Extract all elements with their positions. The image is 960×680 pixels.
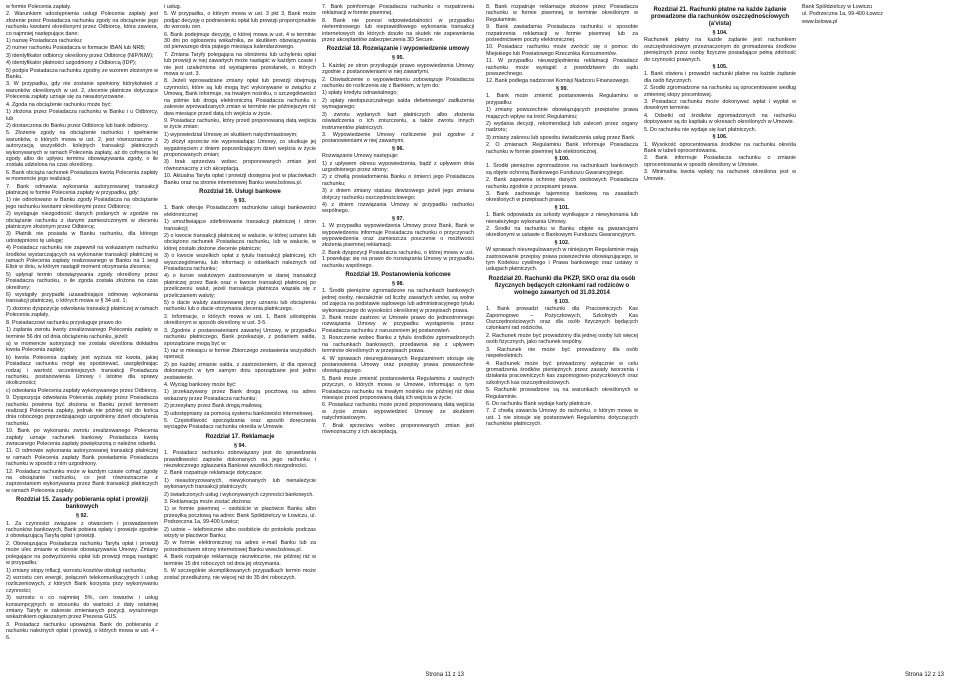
paragraph: 8. Bank nie ponosi odpowiedzialności w przypadku nieterminowego lub nieprawidłowego wykonania transakcji internetowych do których doszło na skutek nie zapewnienia przez akceptantów zabezpieczenia 3D Secure. [322, 17, 474, 44]
paragraph: 12. Bank podlega nadzorowi Komisji Nadzoru Finansowego. [486, 78, 630, 85]
paragraph: 12. Posiadacz rachunku może w każdym czasie cofnąć zgodę na obciążanie rachunku, co jest równoznaczne z zaprzestaniem wykonywania przez Bank transakcji płatniczych w ramach Polecenia zapłaty. [6, 468, 158, 494]
section-number: § 95. [392, 55, 404, 62]
paragraph: 10. Aktualna Taryfa opłat i prowizji dostępna jest w placówkach Banku oraz na stronie internetowej Banku www.bslowa.pl. [164, 173, 316, 186]
paragraph: 7) złożono dyspozycję odwołania transakcji płatniczej w ramach Polecenia zapłaty. [6, 305, 158, 319]
paragraph: 1. Wysokość oprocentowania środków na rachunku określa Bank w tabeli oprocentowania. [644, 141, 796, 154]
paragraph: 5. Do rachunku nie wydaje się kart płatniczych. [644, 126, 757, 133]
paragraph: 5) podpis Posiadacza rachunku zgodny ze wzorem złożonym w Banku. [6, 67, 158, 81]
paragraph: 8. Bank rozpatruje reklamacje złożone przez Posiadacza rachunku w formie pisemnej, w terminie określonym w Regulaminie. [486, 4, 638, 23]
paragraph: 7. Z chwilą zawarcia Umowy do rachunku, o którym mowa w ust. 1 nie stosuje się postanowień Regulaminu dotyczących rachunków płatniczych. [486, 408, 638, 428]
paragraph: 1) żądania zwrotu kwoty zrealizowanego Polecenia zapłaty w terminie 56 dni od dnia obciążenia rachunku, jeżeli: [6, 327, 158, 340]
paragraph: 1. Środki pieniężne zgromadzone na rachunkach bankowych są objęte ochroną Bankowego Funduszu Gwarancyjnego. [486, 163, 638, 176]
paragraph: 3) identyfikator odbiorcy określony przez Odbiorcę (NIP/NIW); [6, 52, 154, 59]
paragraph: 2) świadczonych usług i wykonywanych czynności bankowych. [164, 491, 314, 498]
paragraph: 1. Bank otwiera i prowadzi rachunki płatne na każde żądanie dla osób fizycznych. [644, 71, 796, 84]
paragraph: 9. Bank zawiadamia Posiadacza rachunku o sposobie rozpatrzenia reklamacji w formie pisemnej lub za pośrednictwem poczty elektronicznej. [486, 24, 638, 44]
paragraph: 1. Każdej ze stron przysługuje prawo wypowiedzenia Umowy zgodnie z postanowieniami w niej zawartymi. [322, 62, 474, 76]
paragraph: 2) dostarczona do Banku przez Odbiorcę lub bank odbiorcy. [6, 122, 149, 129]
paragraph: 2. Bank rozpatruje reklamacje dotyczące: [164, 470, 263, 477]
paragraph: 3) udostępniany za pomocą systemu bankowości internetowej. [164, 410, 314, 417]
paragraph: 5. W przypadku, o którym mowa w ust. 3 pkt 3, Bank może podjąć decyzję o podniesieniu opłat lub prowizji proporcjonalnie do wzrostu cen. [164, 11, 316, 31]
paragraph: 6. Bank obciąża rachunek Posiadacza kwotą Polecenia zapłaty w momencie jego realizacji. [6, 169, 158, 183]
paragraph: 4. Bank rozpatruje reklamację niezwłocznie, nie później niż w terminie 15 dni roboczych od dnia jej otrzymania. [164, 554, 316, 567]
paragraph: 7. Zmiana Taryfy polegająca na obniżeniu lub uchyleniu opłat lub prowizji w niej zawartych może nastąpić w każdym czasie i nie jest uzależniona od wystąpienia przesłanek, o których mowa w ust. 3. [164, 51, 316, 78]
section-number: § 101. [554, 204, 570, 211]
paragraph: b) kwota Polecenia zapłaty jest wyższa niż kwota, jakiej Posiadacz rachunku mógł się spodziewać, uwzględniając rodzaj i wartość wcześniejszych transakcji Posiadacza rachunku, postanowienia Umowy i istotne dla sprawy okoliczności; [6, 354, 158, 387]
paragraph: 1) złożona przez Posiadacza rachunku w Banku i u Odbiorcy, lub [6, 109, 158, 122]
paragraph: 2) przesyłany przez Bank drogą mailową; [164, 403, 263, 410]
paragraph: 2. Bank zapewnia ochronę danych osobowych Posiadacza rachunku zgodnie z przepisami prawa. [486, 177, 638, 190]
paragraph: 2) numer rachunku Posiadacza w formacie IBAN lub NRB; [6, 45, 146, 52]
paragraph: 3. Bank zachowuje tajemnicę bankową na zasadach określonych w przepisach prawa. [486, 190, 638, 204]
chapter-heading: Rozdział 17. Reklamacje [205, 433, 275, 440]
page-number-footer: Strona 11 z 13 [425, 672, 464, 678]
paragraph: 9. Dyspozycja odwołania Polecenia zapłaty przez Posiadacza rachunku powinna być złożona w Banku przed terminem realizacji Polecenia zapłaty, jednak nie później niż do końca dnia roboczego poprzedzającego uzgodniony dzień obciążenia rachunku. [6, 395, 158, 427]
paragraph: 1) zmiany powszechnie obowiązujących przepisów prawa mających wpływ na treść Regulaminu; [486, 107, 638, 120]
paragraph: 2) złożył sprzeciw nie wypowiadając Umowy, co skutkuje jej wygaśnięciem z dniem poprzedzającym dzień wejścia w życie proponowanych zmian; [164, 139, 316, 158]
paragraph: 4. Zgoda na obciążenie rachunku może być: [6, 101, 112, 108]
paragraph: 5) o dacie waluty zastosowanej przy uznaniu lub obciążeniu rachunku lub o dacie otrzymania zlecenia płatniczego. [164, 300, 316, 313]
section-number: § 93. [234, 197, 246, 204]
chapter-heading: Rozdział 15. Zasady pobierania opłat i prowizji bankowych [15, 497, 149, 511]
paragraph: 1. Bank może zmienić postanowienia Regulaminu w przypadku: [486, 93, 638, 106]
paragraph: 4. Odsetki od środków zgromadzonych na rachunku dopisywane są do kapitału w okresach określonych w Umowie. [644, 112, 796, 126]
paragraph: 1. Bank prowadzi rachunki dla Pracowniczych Kas Zapomogowo – Pożyczkowych, Szkolnych Kas Oszczędnościowych oraz dla osób fizycznych będących członkami rad rodziców. [486, 306, 638, 332]
paragraph: 3. W przypadku, gdy nie zostanie spełniony którykolwiek z warunków określonych w ust. 2, zlecenie płatnicze dotyczące Polecenia zapłaty uznaje się za nieautoryzowane. [6, 81, 158, 101]
paragraph: 2) z chwilą powiadomienia Banku o śmierci jego Posiadacza rachunku; [322, 174, 474, 187]
paragraph: w formie Polecenia zapłaty. [6, 4, 72, 10]
paragraph: 5. Częstotliwość sporządzania oraz sposób doręczania wyciągów Posiadacz rachunku określa w Umowie. [164, 417, 316, 431]
paragraph: 2) po każdej zmianie salda, z zastrzeżeniem, iż dla operacji dokonanych w tym samym dniu sporządzane jest jedno zestawienie. [164, 361, 316, 381]
paragraph: 5. Bank może zmienić postanowienia Regulaminu z ważnych przyczyn, o których mowa w Umowie, informując o tym Posiadacza rachunku na trwałym nośniku nie później niż dwa miesiące przed proponowaną datą ich wejścia w życie. [322, 375, 474, 401]
chapter-heading: Rozdział 18. Rozwiązanie i wypowiedzenie umowy [326, 46, 470, 53]
paragraph: c) odwołania Polecenia zapłaty wykonywanego przez Odbiorcę. [6, 387, 158, 394]
page-left-columns [6, 4, 474, 668]
page-right-column-1 [486, 4, 638, 668]
paragraph: 1) nazwę Posiadacza rachunku; [6, 38, 83, 45]
paragraph: 1) nieautoryzowanych, niewykonanych lub nienależycie wykonanych transakcji płatniczych; [164, 477, 316, 491]
paragraph: 7. Brak sprzeciwu wobec proponowanych zmian jest równoznaczny z ich akceptacją. [322, 422, 474, 435]
paragraph: 2. Rachunek może być prowadzony dla jednej osoby lub więcej osób fizycznych, jako rachunek wspólny. [486, 332, 638, 346]
paragraph: 3. Rachunek nie może być prowadzony dla osób niepełnoletnich. [486, 346, 638, 360]
section-number: § 99. [556, 85, 568, 92]
paragraph: 3) zwrotu wydanych kart płatniczych albo złożenia oświadczenia o ich zniszczeniu, a także zwrotu innych instrumentów płatniczych. [322, 111, 474, 131]
paragraph: www.bslowa.pl [802, 18, 838, 25]
paragraph: 3. Posiadacz rachunku może dokonywać wpłat i wypłat w dowolnym terminie. [644, 99, 796, 112]
paragraph: 10. Posiadacz rachunku może zwrócić się o pomoc do Miejskiego lub Powiatowego Rzecznika Konsumentów. [486, 44, 638, 57]
paragraph: 1) spłaty kredytu odnawialnego; [322, 90, 398, 97]
paragraph: 9. Posiadacz rachunku, który przed proponowaną datą wejścia w życie zmian: [164, 117, 316, 131]
chapter-heading: Rozdział 16. Usługi bankowe [199, 188, 281, 195]
paragraph: 3) z dniem zmiany statusu dewizowego jeżeli jego zmiana dotyczy rachunku oszczędnościowego; [322, 188, 474, 201]
page-right-column-2 [644, 4, 796, 668]
paragraph: 1) zmiany stopy inflacji, wzrostu kosztów obsługi rachunku; [6, 567, 147, 574]
paragraph: 5. W szczególnie skomplikowanych przypadkach termin może zostać przedłużony, nie więcej niż do 35 dni roboczych. [164, 568, 316, 581]
paragraph: 6) wystąpiły przypadki uzasadniające odmowę wykonania transakcji płatniczej, o których mowa w § 34 ust. 1; [6, 292, 158, 305]
paragraph: a) w momencie autoryzacji nie została określona dokładna kwota Polecenia zapłaty; [6, 340, 158, 354]
paragraph: 2. Bank dyspozycji Posiadacza rachunku, o której mowa w ust. 1 powołując się na prawo do rozwiązania Umowy w przypadku rachunku wspólnego. [322, 249, 474, 269]
section-number: § 98. [392, 281, 404, 288]
paragraph: 3) Płatnik nie posiada w Banku rachunku, dla którego udostępniono tę usługę; [6, 231, 158, 244]
paragraph: 3. Wypowiedzenie Umowy rozliczenie jest zgodne z postanowieniami w niej zawartymi. [322, 131, 474, 145]
paragraph: 3) o kwocie wszelkich opłat z tytułu transakcji płatniczej, ich wyszczególnieniu, lub informacji o odsetkach należnych od Posiadacza rachunku; [164, 253, 316, 273]
section-number: § 106. [712, 134, 728, 141]
paragraph: 4. Wyciąg bankowy może być: [164, 381, 237, 388]
page-right [480, 0, 960, 680]
paragraph: 6. Posiadacz rachunku może przed proponowaną datą wejścia w życie zmian wypowiedzieć Umowę ze skutkiem natychmiastowym. [322, 402, 474, 422]
paragraph: 4) z dniem rozwiązania Umowy w przypadku rachunku wspólnego. [322, 201, 474, 215]
paragraph: 1. Za czynności związane z otwarciem i prowadzeniem rachunków bankowych, Bank pobiera opłaty i prowizje zgodnie z obowiązującą Taryfą opłat i prowizji. [6, 520, 158, 540]
paragraph: 3) brak sprzeciwu wobec proponowanych zmian jest równoznaczny z ich akceptacją. [164, 159, 316, 172]
paragraph: 1) wypowiedział Umowę ze skutkiem natychmiastowym; [164, 131, 298, 138]
chapter-heading: Rozdział 21. Rachunki płatne na każde żądanie prowadzone dla rachunków oszczędnościowych (a'vista) [650, 7, 790, 27]
paragraph: 5. Złożenie zgody na obciążenie rachunku i spełnienie warunków, o których mowa w ust. 2, jest równoznaczne z autoryzacją wszystkich kolejnych transakcji płatniczych wykonywanych w ramach Polecenia zapłaty, aż do cofnięcia tej zgody albo do upływu terminu obowiązywania zgody, o ile została udzielona na czas określony. [6, 130, 158, 169]
paragraph: 7. Bank odmawia wykonania autoryzowanej transakcji płatniczej w formie Polecenia zapłaty w przypadku, gdy: [6, 183, 158, 196]
section-number: § 100. [554, 155, 570, 162]
paragraph: 1) przekazywany przez Bank drogą pocztową na adres wskazany przez Posiadacza rachunku; [164, 389, 316, 402]
paragraph: 3) wzrostu o co najmniej 5%, cen towarów i usług konsumpcyjnych w stosunku do wartości z daty ostatniej zmiany Taryfy w zakresie zmienianych pozycji, wyrażonego wskaźnikiem ogłaszanym przez Prezesa GUS. [6, 595, 158, 621]
paragraph: 4) Posiadacz rachunku nie zapewnił na wskazanym rachunku środków wystarczających na wykonanie transakcji płatniczej w ramach Polecenia zapłaty realizowanego w Banku na 1 sesji Elixir w dniu, w którym nastąpił moment otrzymania zlecenia; [6, 245, 158, 271]
paragraph: 3. Reklamacja może zostać złożona: [164, 499, 252, 506]
section-number: § 105. [712, 64, 728, 71]
paragraph: 6. Bank podejmuje decyzję, o której mowa w ust. 4 w terminie 30 dni po ogłoszeniu wskaźnika, ze skutkiem obowiązywania od pierwszego dnia piątego miesiąca kalendarzowego. [164, 31, 316, 51]
section-number: § 94. [234, 442, 246, 449]
paragraph: 1. Bank oferuje Posiadaczom rachunków usługi bankowości elektronicznej: [164, 205, 316, 218]
paragraph: 2. Środki na rachunku w Banku objęte są gwarancjami określonymi w ustawie o Bankowym Funduszu Gwarancyjnym. [486, 226, 638, 239]
paragraph: 1) raz w miesiącu w formie Zbiorczego zestawienia wszystkich operacji; [164, 347, 316, 361]
paragraph: 11. O odmowie wykonania autoryzowanej transakcji płatniczej w ramach Polecenia zapłaty Bank powiadamia Posiadacza rachunku w sposób z nim uzgodniony. [6, 448, 158, 468]
paragraph: 11. W przypadku nieuwzględnienia reklamacji Posiadacz rachunku może wystąpić z powództwem do sądu powszechnego. [486, 58, 638, 78]
paragraph: Bank Spółdzielczy w Łowiczu [802, 4, 873, 10]
paragraph: 2. Oświadczenie o wypowiedzeniu zobowiązuje Posiadacza rachunku do rozliczenia się z Bankiem, w tym do: [322, 76, 474, 90]
paragraph: 1) umożliwiające zdefiniowanie transakcji płatniczej i stron transakcji; [164, 219, 316, 232]
page-number-footer: Strona 12 z 13 [904, 672, 944, 678]
paragraph: 4) o kursie walutowym zastosowanym w danej transakcji płatniczej przez Bank oraz o kwocie transakcji płatniczej po przeliczeniu walut, jeżeli transakcja płatnicza wiązała się z przeliczaniem waluty; [164, 273, 316, 299]
paragraph: 3. Zgodnie z postanowieniami zawartej Umowy, w przypadku rachunku płatniczego, Bank przekazuje, z podaniem salda, sporządzane mogą być w: [164, 327, 316, 347]
paragraph: 5) upłynął termin obowiązywania zgody określony przez Posiadacza rachunku, o ile zgoda została złożona na czas określony; [6, 271, 158, 291]
paragraph: 4) identyfikator płatności uzgodniony z Odbiorcą (IDP); [6, 60, 137, 67]
paragraph: 2) ustnie – telefonicznie albo osobiście do protokołu podczas wizyty w placówce Banku; [164, 526, 316, 540]
paragraph: 10. Bank po wykonaniu zwrotu zrealizowanego Polecenia zapłaty uznaje rachunek bankowy Posiadacza kwotą zwracanego Polecenia zapłaty powiększoną o należne odsetki. [6, 428, 158, 447]
paragraph: 2. Bank informuje Posiadacza rachunku o zmianie oprocentowania w sposób określony w Umowie. [644, 155, 796, 168]
paragraph: 2. Bank może zastrzec w Umowie prawo do jednostronnego rozwiązania Umowy w przypadku wystąpienia przez Posiadacza rachunku z naruszeniem jej postanowień. [322, 315, 474, 334]
paragraph: 1) w formie pisemnej – osobiście w placówce Banku albo przesyłką pocztową na adres: Bank Spółdzielczy w Łowiczu, ul. Podrzeczna 1a, 99-400 Łowicz; [164, 506, 316, 526]
section-number: § 104. [712, 30, 728, 36]
chapter-heading: Rozdział 20. Rachunki dla PKZP, SKO oraz dla osób fizycznych będących członkami rad rodziców o wolnego zawartych od 31.03.2014 [488, 275, 636, 296]
page-left-column-2 [164, 4, 316, 668]
section-number: § 92. [76, 513, 88, 520]
paragraph: 2. Warunkiem udostępnienia usługi Polecenia zapłaty jest złożenie przez Posiadacza rachunku zgody na obciążenie jego rachunku kwotami określonymi przez Odbiorcę, która zawiera, co najmniej następujące dane: [6, 11, 158, 37]
paragraph: 2) wzrostu cen energii, połączeń telekomunikacyjnych i usług rozliczeniowych, z których Bank korzysta przy wykonywaniu czynności; [6, 574, 158, 594]
paragraph: 3. Minimalna kwota wpłaty na rachunek określona jest w Umowie. [644, 169, 796, 182]
paragraph: 1. Bank odpowiada za szkody wynikające z niewykonania lub nienależytego wykonania Umowy. [486, 212, 638, 225]
paragraph: 1) nie odnotowano w Banku zgody Posiadacza na obciążanie jego rachunku kwotami określonymi przez Odbiorcę; [6, 197, 158, 210]
paragraph: 2. O zmianach Regulaminu Bank informuje Posiadacza rachunku w formie pisemnej lub elektronicznej. [486, 142, 638, 155]
page-right-column-3 [802, 4, 954, 668]
paragraph: 8. Jeżeli wprowadzane zmiany opłat lub prowizji obejmują czynności, które są lub mogą być wykonywane w związku z Umową, Bank informuje, na trwałym nośniku, o szczegółowości na piśmie lub drogą elektroniczną Posiadacza rachunku o zakresie wprowadzanych zmian w terminie nie późniejszym niż dwa miesiące przed datą ich wejścia w życie. [164, 78, 316, 117]
paragraph: 3) w formie elektronicznej na adres e-mail Banku lub za pośrednictwem strony internetowej Banku www.bslowa.pl. [164, 540, 316, 553]
paragraph: 5. Rachunki prowadzone są na warunkach określonych w Regulaminie. [486, 387, 638, 400]
paragraph: 4. Rachunek może być prowadzony wyłącznie w celu gromadzenia środków pieniężnych przez zasady tworzenia i działania pracowniczych kas zapomogowo-pożyczkowych oraz szkolnych kas oszczędnościowych. [486, 360, 638, 386]
paragraph: i usług. [164, 4, 182, 10]
page-right-columns [486, 4, 954, 668]
paragraph: 2) wystąpuje niezgodność danych podanych w zgodzie na obciążanie rachunku z danymi zamieszczonymi w zleceniu płatniczym złożonym przez Odbiorcę; [6, 211, 158, 230]
paragraph: 4. W sprawach nieuregulowanych Regulaminem stosuje się postanowienia Umowy oraz przepisy prawa powszechnie obowiązującego. [322, 355, 474, 375]
chapter-heading: Rozdział 19. Postanowienia końcowe [345, 272, 451, 279]
paragraph: 8. Posiadaczowi rachunku przysługuje prawo do: [6, 319, 123, 326]
page-left-column-3 [322, 4, 474, 668]
section-number: § 102. [554, 239, 570, 246]
paragraph: 2) o kwocie transakcji płatniczej w walucie, w której uznano lub obciążono rachunek Posiadacza rachunku, lub w walucie, w której zostało złożone zlecenie płatnicze; [164, 233, 316, 252]
paragraph: W sprawach nieuregulowanych w niniejszym Regulaminie mają zastosowanie przepisy prawa powszechnie obowiązującego, w tym Kodeksu cywilnego i Prawa bankowego oraz ustawy o usługach płatniczych. [486, 247, 638, 273]
paragraph: ul. Podrzeczna 1a, 99-400 Łowicz [802, 11, 883, 18]
paragraph: 2) spłaty niedopuszczalnego salda debetowego/ zadłużenia wymaganego; [322, 97, 474, 111]
paragraph: 1. Środki pieniężne zgromadzone na rachunkach bankowych jednej osoby, niezależnie od liczby zawartych umów, są wolne od zajęcia na podstawie sądowego lub administracyjnego tytułu wykonawczego do wysokości określonej w przepisach prawa. [322, 288, 474, 314]
paragraph: 1. W przypadku wypowiedzenia Umowy przez Bank, Bank w wypowiedzeniu informuje Posiadacza rachunku o przyczynach wypowiedzenia oraz zamieszcza pouczenie o możliwości złożenia pisemnej reklamacji. [322, 223, 474, 249]
paragraph: 2. Obowiązująca Posiadacza rachunku Taryfa opłat i prowizji może ulec zmianie w okresie obowiązywania Umowy. Zmiany polegające na podwyższeniu opłat lub prowizji mogą nastąpić w przypadku: [6, 540, 158, 567]
paragraph: Rachunek płatny na każde żądanie jest rachunkiem oszczędnościowym przeznaczonym do gromadzenia środków pieniężnych przez osoby fizyczne posiadające pełną zdolność do czynności prawnych. [644, 37, 796, 63]
paragraph: 7. Bank poinformuje Posiadacza rachunku o rozpatrzeniu reklamacji w formie pisemnej. [322, 4, 474, 17]
paragraph: 1. Posiadacz rachunku zobowiązany jest do sprawdzania prawidłowości zapisów dokonanych na jego rachunku i niezwłocznego zgłaszania Bankowi wszelkich niezgodności. [164, 450, 316, 469]
section-number: § 96. [392, 145, 404, 152]
paragraph: 2. Informacje, o których mowa w ust. 1, Bank udostępnia określonym w sposób określony w ust. 3-5. [164, 313, 316, 327]
paragraph: 3. Roszczenie wobec Banku z tytułu środków zgromadzonych na rachunkach bankowych, przedawnia się z upływem terminów określonych w przepisach prawa. [322, 335, 474, 355]
paragraph: 6. Do rachunku Bank wydaje karty płatnicze. [486, 400, 593, 407]
paragraph: 2) wydania decyzji, rekomendacji lub zaleceń przez organy nadzoru; [486, 120, 638, 134]
paragraph: 2. Środki zgromadzone na rachunku są oprocentowane według zmiennej stopy procentowej. [644, 85, 796, 98]
paragraph: 3. Posiadacz rachunku upoważnia Bank do pobierania z rachunku należnych opłat i prowizji, o których mowa w ust. 4 - 6. [6, 621, 158, 641]
section-number: § 103. [554, 298, 570, 305]
paragraph: 1) z upływem okresu wypowiedzenia, bądź z upływem dnia uzgodnionego przez strony; [322, 160, 474, 173]
paragraph: 3) zmiany zakresu lub sposobu świadczenia usług przez Bank. [486, 134, 636, 141]
paragraph: Rozwiązanie Umowy następuje: [322, 153, 399, 160]
section-number: § 97. [392, 215, 404, 222]
page-left-column-1 [6, 4, 158, 668]
